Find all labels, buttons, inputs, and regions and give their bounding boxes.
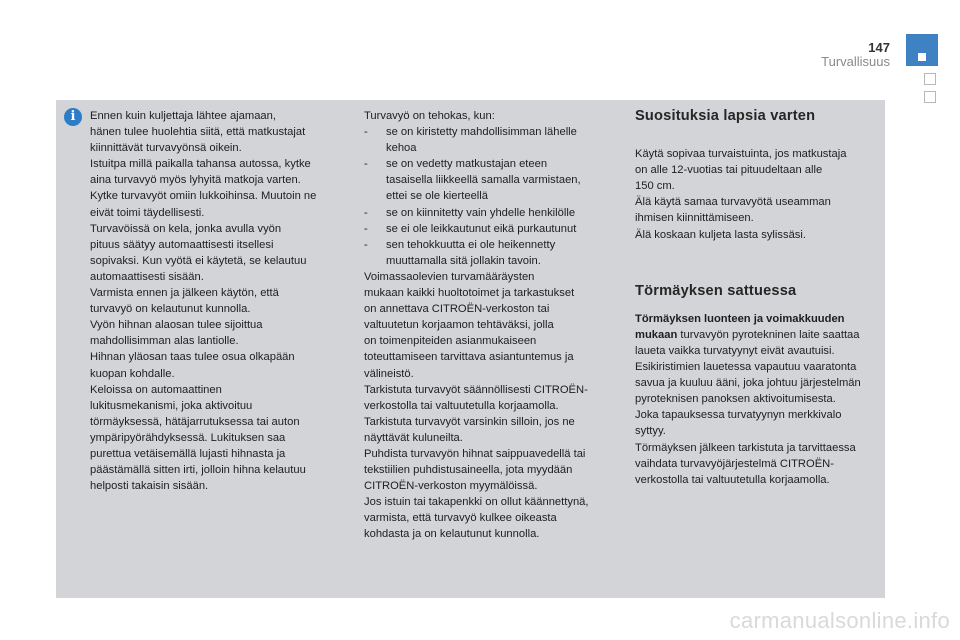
text-line: Jos istuin tai takapenkki on ollut käännettynä, [364,496,589,509]
text-line: savua ja kuuluu ääni, joka johtuu järjestelmän [635,377,861,390]
text-line: Tarkistuta turvavyöt varsinkin silloin, jos ne [364,415,575,428]
text-line: pituus säätyy automaattisesti itsellesi [90,238,274,251]
list-item-line: sen tehokkuutta ei ole heikennetty [386,238,556,251]
page-number: 147 [868,40,890,55]
content-panel [56,100,885,598]
text-line: eivät toimi täydellisesti. [90,206,205,219]
text-line: on alle 12-vuotias tai pituudeltaan alle [635,164,823,177]
text-line: verkostolla tai valtuutetulla korjaamolla. [364,399,559,412]
text-line: pyroteknisen panoksen aktivoitumisesta. [635,393,836,406]
info-icon: i [64,108,82,126]
dash-bullet: - [364,126,368,139]
text-line: valtuutetun korjaamon tehtäväksi, jolla [364,319,554,332]
text-line: Varmista ennen ja jälkeen käytön, että [90,287,279,300]
effectiveness-list [364,124,614,269]
text-line: on annettava CITROËN-verkoston tai [364,303,550,316]
text-line: hänen tulee huolehtia siitä, että matkustajat [90,126,306,139]
list-item-line: tasaisella liikkeellä samalla varmistaen, [386,174,581,187]
text-line: Älä koskaan kuljeta lasta sylissäsi. [635,228,806,241]
column-children-crash [635,108,881,488]
text-line: Kytke turvavyöt omiin lukkoihinsa. Muutoin ne [90,190,317,203]
text-line: syttyy. [635,425,666,438]
dash-bullet: - [364,158,368,171]
crash-lead [635,311,881,343]
text-line: Voimassaolevien turvamääräysten [364,270,535,283]
text-line: Esikiristimien lauetessa vapautuu vaaratonta [635,361,857,374]
text-line: kuopan kohdalle. [90,367,175,380]
heading-crash: Törmäyksen sattuessa [635,282,797,299]
chapter-tab[interactable] [924,73,936,85]
chapter-tab-active[interactable] [906,34,938,66]
dash-bullet: - [364,238,368,251]
text-line: Vyön hihnan alaosan tulee sijoittua [90,319,263,332]
text-line: Älä käytä samaa turvavyötä useamman [635,196,831,209]
text-line: päästämällä sitten irti, jolloin hihna kelautuu [90,464,306,477]
text-line: Ennen kuin kuljettaja lähtee ajamaan, [90,110,276,122]
text-line: Keloissa on automaattinen [90,383,222,396]
text-line: kohdasta ja on kelautunut kunnolla. [364,528,540,541]
text-line: toteuttamiseen tarvittava asiantuntemus ja [364,351,574,364]
text-line: helposti takaisin sisään. [90,480,209,493]
crash-lead-bold-1: Törmäyksen luonteen ja voimakkuuden [635,312,845,325]
list-item-line: se on kiristetty mahdollisimman lähelle [386,126,577,139]
text-line: Hihnan yläosan taas tulee osua olkapään [90,351,295,364]
section-name: Turvallisuus [821,54,890,69]
effectiveness-intro: Turvavyö on tehokas, kun: [364,110,495,122]
text-line: CITROËN-verkoston myymälöissä. [364,480,538,493]
text-line: ihmisen kiinnittämiseen. [635,212,754,225]
crash-lead-rest: turvavyön pyrotekninen laite saattaa [677,328,860,341]
chapter-tab[interactable] [924,91,936,103]
list-item [364,221,614,237]
text-line: sopivaksi. Kun vyötä ei käytetä, se kelautuu [90,254,307,267]
crash-text [635,343,881,488]
text-line: turvavyö on kelautunut kunnolla. [90,303,251,316]
crash-lead-bold-2: mukaan [635,328,678,341]
list-item [364,205,614,221]
tab-marker-icon [918,53,926,61]
maintenance-text [364,269,614,543]
text-line: Käytä sopivaa turvaistuinta, jos matkustaja [635,148,847,161]
text-line: 150 cm. [635,180,675,193]
text-line: vaihdata turvavyöjärjestelmä CITROËN- [635,457,834,470]
text-line: tekstiilien puhdistusaineella, jota myydään [364,464,573,477]
text-line: kiinnittävät turvavyönsä oikein. [90,142,242,155]
text-line: Joka tapauksessa turvatyynyn merkkivalo [635,409,842,422]
list-item [364,156,614,204]
text-line: verkostolla tai valtuutetulla korjaamolla. [635,473,830,486]
text-line: välineistö. [364,367,414,380]
list-item [364,237,614,269]
text-line: laueta vaikka turvatyynyt eivät avautuisi. [635,344,835,357]
list-item-line: muuttamalla sitä jollakin tavoin. [386,254,541,267]
list-item-line: se ei ole leikkautunut eikä purkautunut [386,222,577,235]
heading-children: Suosituksia lapsia varten [635,108,816,124]
list-item-line: kehoa [386,142,417,155]
dash-bullet: - [364,206,368,219]
text-line: näyttävät kuluneilta. [364,431,463,444]
text-line: purettua vetäisemällä lujasti hihnasta ja [90,447,286,460]
text-line: mukaan kaikki huoltotoimet ja tarkastukset [364,287,575,300]
text-line: Tarkistuta turvavyöt säännöllisesti CITROËN- [364,383,588,396]
text-line: Istuitpa millä paikalla tahansa autossa, kytke [90,158,311,171]
text-line: Puhdista turvavyön hihnat saippuavedellä tai [364,447,586,460]
children-text [635,146,881,243]
dash-bullet: - [364,222,368,235]
text-line: automaattisesti sisään. [90,270,204,283]
list-item [364,124,614,156]
column-seatbelt-usage [90,108,348,494]
list-item-line: se on vedetty matkustajan eteen [386,158,548,171]
text-line: törmäyksessä, hätäjarrutuksessa tai auton [90,415,300,428]
text-line: Turvavöissä on kela, jonka avulla vyön [90,222,282,235]
column-seatbelt-care [364,108,614,543]
watermark: carmanualsonline.info [729,608,950,633]
text-line: varmista, että turvavyö kulkee oikeasta [364,512,557,525]
text-line: aina turvavyö myös lyhyitä matkoja varten. [90,174,301,187]
list-item-line: ettei se ole kierteellä [386,190,488,203]
list-item-line: se on kiinnitetty vain yhdelle henkilölle [386,206,576,219]
text-line: ympäripyörähdyksessä. Lukituksen saa [90,431,286,444]
text-line: Törmäyksen jälkeen tarkistuta ja tarvittaessa [635,441,856,454]
text-line: lukitusmekanismi, joka aktivoituu [90,399,253,412]
text-line: on toimenpiteiden asianmukaiseen [364,335,537,348]
text-line: mahdollisimman alas lantiolle. [90,335,239,348]
